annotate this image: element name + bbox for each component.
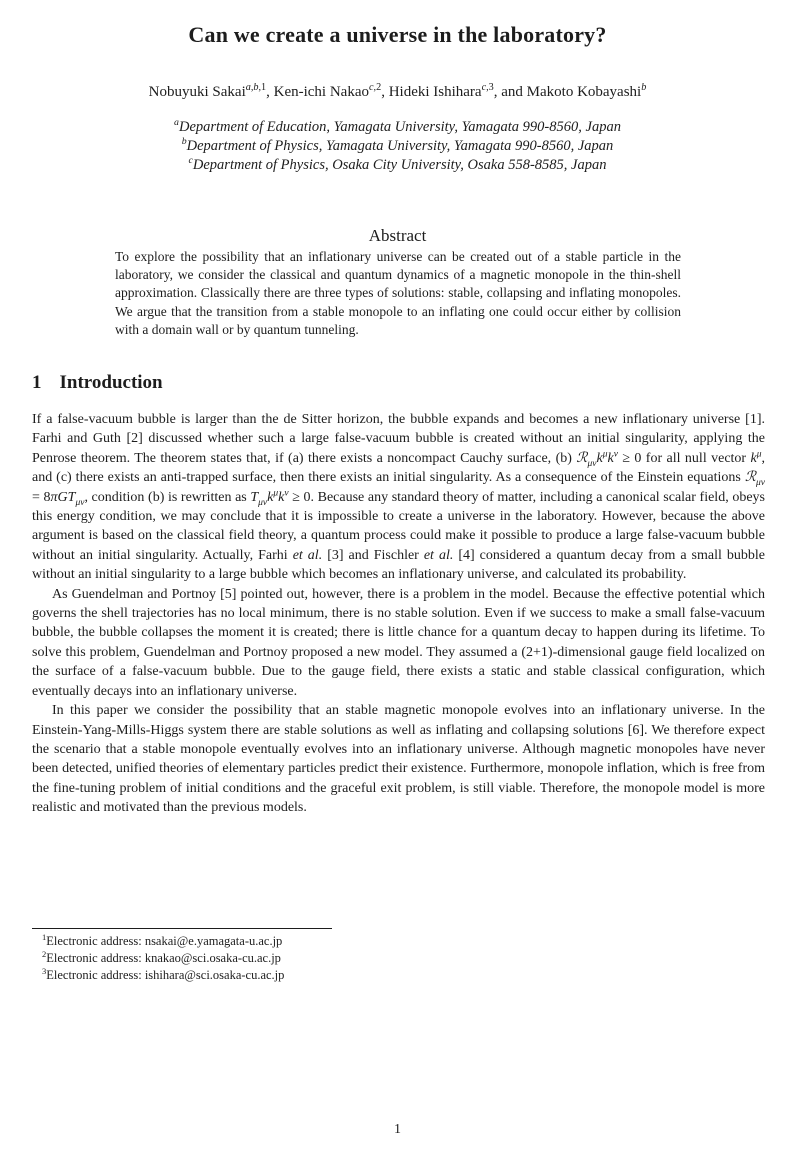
abstract-heading: Abstract <box>368 226 427 245</box>
footnote-line: $^2$Electronic address: knakao@sci.osaka-cu.ac.jp <box>42 948 281 965</box>
footnote-rule <box>32 928 332 929</box>
affiliation-line: $^b$Department of Physics, Yamagata University, Yamagata 990-8560, Japan <box>181 136 614 154</box>
paper-title: Can we create a universe in the laboratory? <box>188 22 607 47</box>
footnote-line: $^1$Electronic address: nsakai@e.yamagata-u.ac.jp <box>42 931 283 948</box>
paragraph: As Guendelman and Portnoy [5] pointed out, however, there is a problem in the model. Because the effective potential which governs the shell trajectories has no local minimum, there is no stable solution. Even if we success to make a small false-vacuum bubble, the bubble collapses the moment it is created; there is little chance for a quantum decay to happen during its lifetime. To solve this problem, Guendelman and Portnoy proposed a new model. They assumed a (2+1)-dimensional gauge field localized on the surface of a false-vacuum bubble. Due to the gauge field, there exists a static and stable classical configuration, which eventually decays into an inflationary universe. <box>32 586 765 699</box>
section-number: 1 <box>32 372 42 393</box>
affiliations-block <box>0 118 795 175</box>
section-heading <box>32 372 163 394</box>
affiliation-line: $^a$Department of Education, Yamagata University, Yamagata 990-8560, Japan <box>174 117 621 135</box>
page-number: 1 <box>394 1122 401 1137</box>
footnote-line: $^3$Electronic address: ishihara@sci.osaka-cu.ac.jp <box>42 965 285 982</box>
paragraph: If a false-vacuum bubble is larger than the de Sitter horizon, the bubble expands and becomes a new inflationary universe [1]. Farhi and Guth [2] discussed whether such a large false-vacuum bubble is created without an initial singularity, applying the Penrose theorem. The theorem states that, if (a) there exists a noncompact Cauchy surface, (b) $ℛ_{\mu\nu}k^\mu k^\nu \ge 0$ for all null vector $k^\mu$, and (c) there exists an anti-trapped surface, then there exists an initial singularity. As a consequence of the Einstein equations ℛ$_{\mu\nu}$ = 8πGT$_{\mu\nu}$, condition (b) is rewritten as $T_{\mu\nu}k^\mu k^\nu \ge 0$. Because any standard theory of matter, including a canonical scalar field, obeys this energy condition, we may conclude that it is impossible to create a universe in the laboratory. However, because the above argument is based on the classical field theory, a quantum process could make it possible to produce a large false-vacuum bubble without an initial singularity. Actually, Farhi et al. [3] and Fischler et al. [4] considered a quantum decay from a small bubble without an initial singularity to a large bubble which becomes an inflationary universe, and calculated its probability. <box>32 412 765 583</box>
abstract-text: To explore the possibility that an inflationary universe can be created out of a stable particle in the laboratory, we consider the classical and quantum dynamics of a magnetic monopole in the thin-shell approximation. Classically there are three types of solutions: stable, collapsing and inflating monopoles. We argue that the transition from a stable monopole to an inflating one could occur either by collision with a domain wall or by quantum tunneling. <box>115 249 681 337</box>
affiliation-line: $^c$Department of Physics, Osaka City University, Osaka 558-8585, Japan <box>188 155 607 173</box>
section-title: Introduction <box>59 372 163 393</box>
introduction-body <box>32 410 765 818</box>
authors-line: Nobuyuki Sakai$^{a,b,1}$, Ken-ichi Nakao$^{c,2}$, Hideki Ishihara$^{c,3}$, and Makoto Kobayashi$^b$ <box>148 82 647 100</box>
footnotes-block <box>32 928 765 984</box>
paragraph: In this paper we consider the possibility that an stable magnetic monopole evolves into an inflationary universe. In the Einstein-Yang-Mills-Higgs system there are stable solutions as well as inflating and collapsing solutions [6]. We therefore expect the scenario that a stable monopole eventually evolves into an inflationary universe. Although magnetic monopoles have never been detected, unified theories of elementary particles predict their existence. Furthermore, monopole inflation, which is free from the fine-tuning problem of initial conditions and the graceful exit problem, is still viable. Therefore, the monopole model is more realistic and motivated than the previous models. <box>32 703 765 816</box>
